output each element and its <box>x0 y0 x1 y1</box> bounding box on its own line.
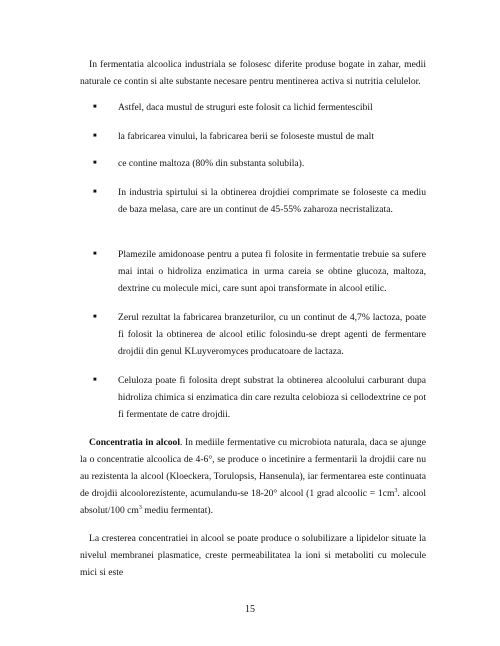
bullet-text: Celuloza poate fi folosita drept substrat la obtinerea alcoolului carburant dupa hidroliza chimica si enzimatica din care rezulta celobioza si cellodextrine ce pot fi fermentate de catre drojdii. <box>118 375 426 420</box>
section-heading: Concentratia in alcool <box>89 437 180 448</box>
paragraph-text: . alcool absolut/100 cm <box>80 488 426 516</box>
bullet-text: Zerul rezultat la fabricarea branzeturilor, cu un continut de 4,7% lactoza, poate fi folosit la obtinerea de alcool etilic folosindu-se drept agenti de fermentare drojdii din genul KLuyveromyces producatoare de lactaza. <box>118 312 426 357</box>
paragraph-text: . In mediile fermentative cu microbiota naturala, daca se ajunge la o concentratie alcoolica de 4-6°, se produce o incetinire a fermentarii la drojdii care nu au rezistenta la alcool (Kloeckera, Torulopsis, Hansenula), iar fermentarea este continuata de drojdii alcoolorezistente, acumulandu-se 18-20° alcool (1 grad alcoolic = 1cm <box>80 437 426 499</box>
paragraph-lipid-solubilization: La cresterea concentratiei in alcool se poate produce o solubilizare a lipidelor situate la nivelul membranei plasmatice, creste permeabilitatea la ioni si metaboliti cu molecule mici si este <box>80 533 426 578</box>
bullet-square-icon: ■ <box>93 189 97 195</box>
bullet-text: la fabricarea vinului, la fabricarea berii se foloseste mustul de malt <box>118 131 374 142</box>
bullet-item-5 <box>93 246 426 297</box>
bullet-square-icon: ■ <box>93 314 97 320</box>
bullet-item-7 <box>93 372 426 423</box>
bullet-item-1 <box>93 99 426 116</box>
bullet-text: ce contine maltoza (80% din substanta solubila). <box>118 158 305 169</box>
paragraph-intro: In fermentatia alcoolica industriala se folosesc diferite produse bogate in zahar, medii naturale ce contin si alte substante necesare pentru mentinerea activa si nutritia celulelor. <box>80 59 426 87</box>
bullet-text: In industria spirtului si la obtinerea drojdiei comprimate se foloseste ca mediu de baza melasa, care are un continut de 45-55% zaharoza necristalizata. <box>118 187 426 215</box>
bullet-square-icon: ■ <box>93 377 97 383</box>
bullet-item-6 <box>93 309 426 360</box>
bullet-square-icon: ■ <box>93 104 97 110</box>
bullet-item-4 <box>93 184 426 218</box>
superscript: 3 <box>138 504 142 511</box>
paragraph-alcohol-concentration <box>80 434 426 519</box>
bullet-square-icon: ■ <box>93 251 97 257</box>
bullet-item-2 <box>93 128 426 145</box>
bullet-text: Plamezile amidonoase pentru a putea fi folosite in fermentatie trebuie sa sufere mai intai o hidroliza enzimatica in urma careia se obtine glucoza, maltoza, dextrine cu molecule mici, care sunt apoi transformate in alcool etilic. <box>118 249 426 294</box>
bullet-text: Astfel, daca mustul de struguri este folosit ca lichid fermentescibil <box>118 102 373 113</box>
page-number: 15 <box>245 604 255 615</box>
superscript: 3 <box>394 487 398 494</box>
bullet-square-icon: ■ <box>93 133 97 139</box>
paragraph-text: mediu fermentat). <box>141 505 214 516</box>
bullet-square-icon: ■ <box>93 160 97 166</box>
bullet-item-3 <box>93 155 426 172</box>
